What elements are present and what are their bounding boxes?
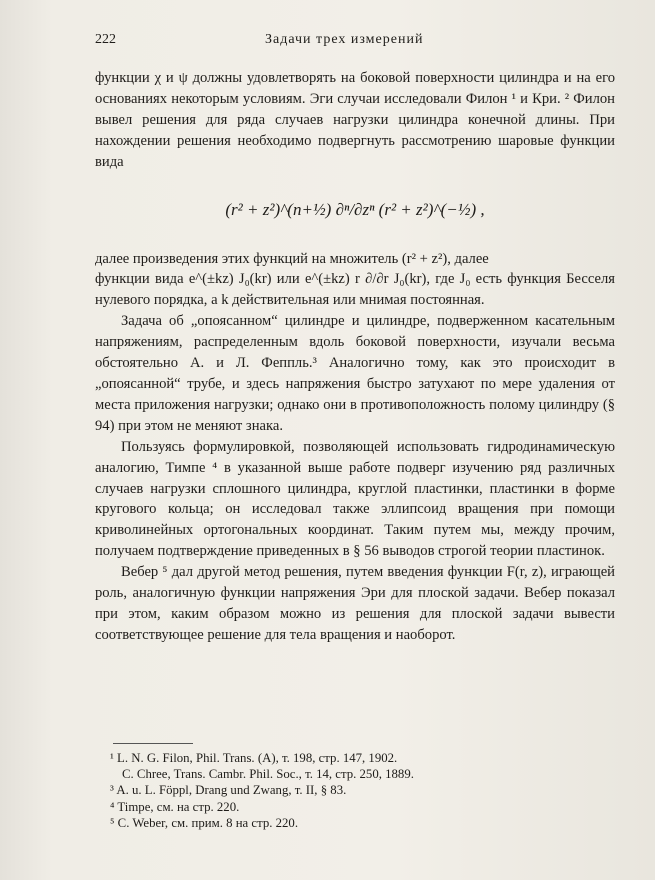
running-title: Задачи трех измерений bbox=[265, 32, 424, 47]
footnote-5: ⁵ C. Weber, см. прим. 8 на стр. 220. bbox=[110, 815, 299, 830]
footnote-divider bbox=[113, 743, 193, 744]
spherical-function-formula: (r² + z²)^(n+½) ∂ⁿ/∂zⁿ (r² + z²)^(−½) , bbox=[225, 200, 485, 220]
paragraph-weber: Вебер ⁵ дал другой метод решения, путем введения функции F(r, z), играющей роль, аналогичную функции напряжения Эри для плоской задачи. Вебер показал при этом, каким образом можно из решения для плоской задачи вывести соответствующее решение для тела вращения и наоборот. bbox=[95, 564, 615, 643]
footnote-4: ⁴ Timpe, см. на стр. 220. bbox=[110, 799, 240, 814]
paragraph-timpe: Пользуясь формулировкой, позволяющей использовать гидродинамическую аналогию, Тимпе ⁴ в указанной выше работе подверг изучению ряд различных случаев нагрузки сплошного цилиндра, круглой пластинки, пластинки в форме кругового кольца; он исследовал также эллипсоид вращения при помощи криволинейных ортогональных координат. Таким путем мы, между прочим, получаем подтверждение приведенных в § 56 выводов строгой теории пластинок. bbox=[95, 438, 615, 560]
page-header bbox=[95, 32, 607, 54]
paragraph-products: далее произведения этих функций на множитель (r² + z²), далее bbox=[95, 250, 489, 267]
footnote-2: C. Chree, Trans. Cambr. Phil. Soc., т. 14, стр. 250, 1889. bbox=[122, 767, 414, 782]
footnote-3: ³ A. u. L. Föppl, Drang und Zwang, т. II, § 83. bbox=[110, 783, 347, 798]
paragraph-spherical-functions: функции χ и ψ должны удовлетворять на боковой поверхности цилиндра и на его основаниях некоторым условиям. Эги случаи исследовали Филон ¹ и Кри. ² Филон вывел решения для ряда случаев нагрузки цилиндра конечной длины. При нахождении решения необходимо подвергнуть рассмотрению шаровые функции вида bbox=[95, 70, 615, 170]
body-text bbox=[95, 68, 615, 646]
footnote-1: ¹ L. N. G. Filon, Phil. Trans. (A), т. 198, стр. 147, 1902. bbox=[110, 751, 398, 765]
page-number: 222 bbox=[95, 32, 116, 47]
paragraph-belted-cylinder: Задача об „опоясанном“ цилиндре и цилиндре, подверженном касательным напряжениям, распределенным вдоль боковой поверхности, изучали весьма обстоятельно А. и Л. Феппль.³ Аналогично тому, как это происходит в „опоясанной“ трубе, и здесь напряжения быстро затухают по мере удаления от места приложения нагрузки; однако они в противоположность полому цилиндру (§ 94) при этом не меняют знака. bbox=[95, 313, 615, 434]
footnotes bbox=[110, 750, 540, 831]
paragraph-bessel: функции вида e^(±kz) J₀(kr) или e^(±kz) r ∂/∂r J₀(kr), где J₀ есть функция Бесселя нулевого порядка, а k действительная или мнимая постоянная. bbox=[95, 271, 615, 309]
